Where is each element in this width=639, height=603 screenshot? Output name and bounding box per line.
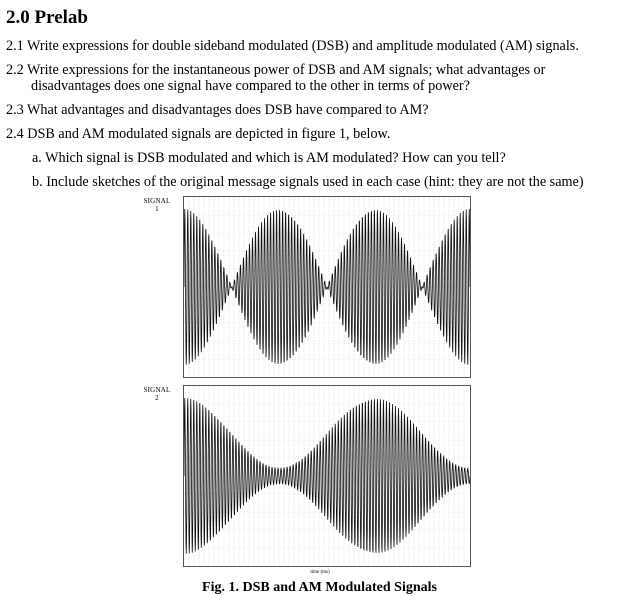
section-heading: 2.0 Prelab bbox=[6, 7, 88, 28]
signal-2-waveform bbox=[184, 386, 470, 566]
signal-2-plot bbox=[183, 385, 471, 567]
question-2-1-text: 2.1 Write expressions for double sideband modulated (DSB) and amplitude modulated (AM) signals. bbox=[6, 38, 579, 54]
signal-2-label-text: SIGNAL bbox=[143, 386, 171, 394]
question-2-2-continuation: disadvantages does one signal have compared to the other in terms of power? bbox=[31, 78, 470, 94]
signal-1-waveform bbox=[184, 197, 470, 377]
question-2-2-text: 2.2 Write expressions for the instantaneous power of DSB and AM signals; what advantages or bbox=[6, 62, 546, 78]
signal-1-number: 1 bbox=[155, 205, 159, 213]
question-2-4-text: 2.4 DSB and AM modulated signals are depicted in figure 1, below. bbox=[6, 126, 391, 142]
signal-1-label-text: SIGNAL bbox=[143, 197, 171, 205]
subquestion-b: b. Include sketches of the original message signals used in each case (hint: they are not the same) bbox=[32, 174, 584, 190]
question-2-4 bbox=[6, 126, 390, 142]
question-2-1 bbox=[6, 38, 579, 54]
signal-1-label bbox=[137, 197, 177, 213]
x-axis-label: time (ms) bbox=[310, 570, 330, 575]
signal-2-number: 2 bbox=[155, 394, 159, 402]
signal-2-label bbox=[137, 386, 177, 402]
signal-1-plot bbox=[183, 196, 471, 378]
question-2-3 bbox=[6, 102, 429, 118]
subquestion-a: a. Which signal is DSB modulated and which is AM modulated? How can you tell? bbox=[32, 150, 506, 166]
figure-caption: Fig. 1. DSB and AM Modulated Signals bbox=[202, 580, 437, 595]
question-2-3-text: 2.3 What advantages and disadvantages does DSB have compared to AM? bbox=[6, 102, 429, 118]
question-2-2 bbox=[6, 62, 545, 94]
